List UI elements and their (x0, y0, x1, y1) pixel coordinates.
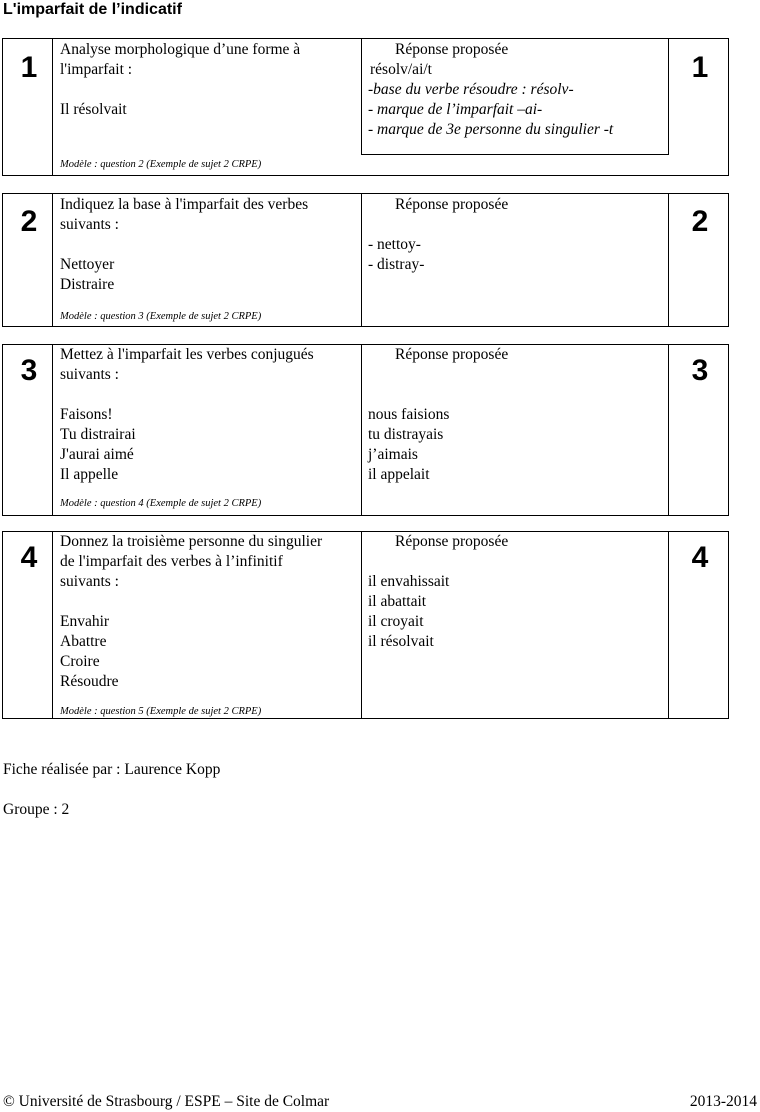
card-3 (0, 344, 760, 516)
model-reference: Modèle : question 3 (Exemple de sujet 2 CRPE) (60, 311, 262, 322)
question-line (60, 235, 360, 255)
answer (368, 532, 663, 652)
question-line: suivants : (60, 573, 119, 590)
page-title: L'imparfait de l’indicatif (3, 1, 182, 18)
model-reference: Modèle : question 5 (Exemple de sujet 2 CRPE) (60, 706, 262, 717)
question-line: Tu distrairai (60, 426, 136, 443)
group-label: Groupe : 2 (3, 801, 70, 818)
answer-line: résolv/ai/t (370, 61, 432, 78)
answer-line (368, 215, 663, 235)
answer-line: il abattait (368, 593, 427, 610)
card-1 (0, 38, 760, 176)
question-line: Abattre (60, 633, 107, 650)
answer-line: tu distrayais (368, 426, 444, 443)
question-line: Nettoyer (60, 256, 115, 273)
answer (368, 195, 663, 275)
question (60, 532, 360, 692)
question (60, 40, 360, 120)
question-line: Faisons! (60, 406, 113, 423)
question-line: Indiquez la base à l'imparfait des verbes (60, 196, 309, 213)
question-line: Résoudre (60, 673, 119, 690)
answer-heading: Réponse proposée (395, 41, 509, 58)
question-line: l'imparfait : (60, 61, 133, 78)
answer-line: - distray- (368, 256, 425, 273)
question (60, 195, 360, 295)
answer-line: il résolvait (368, 633, 434, 650)
question-line: suivants : (60, 216, 119, 233)
question-line: suivants : (60, 366, 119, 383)
answer-heading: Réponse proposée (395, 346, 509, 363)
model-reference: Modèle : question 2 (Exemple de sujet 2 CRPE) (60, 159, 262, 170)
question-line: Il résolvait (60, 101, 127, 118)
answer-line: - nettoy- (368, 236, 421, 253)
answer (368, 40, 663, 140)
model-reference: Modèle : question 4 (Exemple de sujet 2 CRPE) (60, 498, 262, 509)
answer-line: nous faisions (368, 406, 450, 423)
question-line: Donnez la troisième personne du singulier (60, 533, 323, 550)
card-number-left: 2 (20, 205, 38, 238)
card-number-right: 4 (691, 541, 709, 574)
answer-line (368, 365, 663, 385)
card-number-left: 1 (20, 51, 38, 84)
card-4 (0, 531, 760, 719)
answer-line (368, 552, 663, 572)
answer (368, 345, 663, 485)
question-line (60, 592, 360, 612)
question-line: de l'imparfait des verbes à l’infinitif (60, 553, 283, 570)
question-line: Envahir (60, 613, 110, 630)
question-line: Croire (60, 653, 100, 670)
answer-heading: Réponse proposée (395, 196, 509, 213)
card-number-right: 2 (691, 205, 709, 238)
question-line: Distraire (60, 276, 115, 293)
copyright-text: © Université de Strasbourg / ESPE – Site de Colmar (3, 1093, 330, 1110)
answer-line: j’aimais (368, 446, 418, 463)
card-number-right: 3 (691, 354, 709, 387)
answer-line: - marque de 3e personne du singulier -t (368, 121, 614, 138)
answer-line: il croyait (368, 613, 424, 630)
page-footer (3, 1093, 757, 1111)
answer-line: il envahissait (368, 573, 450, 590)
card-number-left: 4 (20, 541, 38, 574)
card-number-left: 3 (20, 354, 38, 387)
question-line: J'aurai aimé (60, 446, 134, 463)
question-line: Mettez à l'imparfait les verbes conjugués (60, 346, 314, 363)
author-credit: Fiche réalisée par : Laurence Kopp (3, 761, 221, 778)
academic-year: 2013-2014 (689, 1093, 757, 1110)
card-2 (0, 193, 760, 327)
question (60, 345, 360, 485)
question-line: Il appelle (60, 466, 119, 483)
answer-heading: Réponse proposée (395, 533, 509, 550)
answer-line: - marque de l’imparfait –ai- (368, 101, 543, 118)
question-line (60, 385, 360, 405)
question-line (60, 80, 360, 100)
answer-line: -base du verbe résoudre : résolv- (368, 81, 574, 98)
answer-line: il appelait (368, 466, 430, 483)
card-number-right: 1 (691, 51, 709, 84)
answer-line (368, 385, 663, 405)
question-line: Analyse morphologique d’une forme à (60, 41, 301, 58)
